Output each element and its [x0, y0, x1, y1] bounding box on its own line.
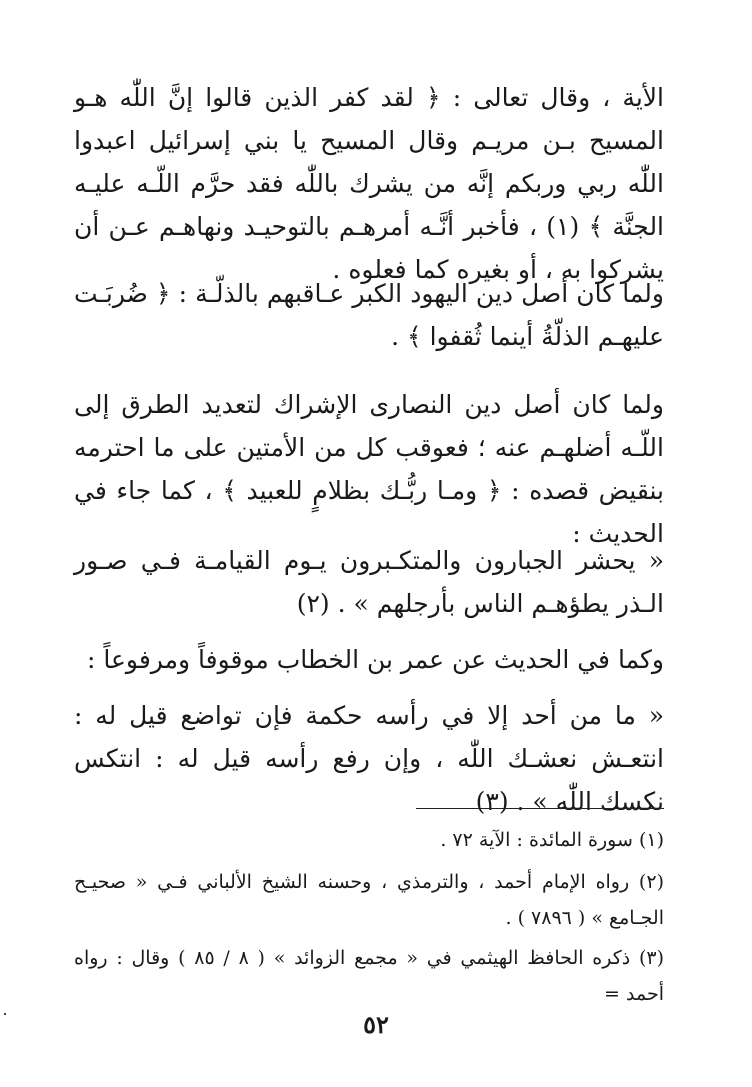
hadith-quote-1: « يحشر الجبارون والمتكـبرون يـوم القيامـة فـي صـور الـذر يطؤهـم الناس بأرجلهم » . (٢) — [74, 546, 664, 618]
footnote-2: (٢) رواه الإمام أحمد ، والترمذي ، وحسنه الشيخ الألباني فـي « صحيـح الجـامع » ( ٧٨٩٦ ) . — [74, 871, 664, 929]
hadith-quote-2: « ما من أحد إلا في رأسه حكمة فإن تواضع قيل له : انتعـش نعشـك اللّٰه ، وإن رفع رأسه قيل له : انتكس نكسك اللّٰه » . (٣) — [74, 701, 664, 816]
footnote-3: (٣) ذكره الحافظ الهيثمي في « مجمع الزوائد » ( ٨ / ٨٥ ) وقال : رواه أحمد = — [74, 947, 664, 1005]
body-paragraph-4: وكما في الحديث عن عمر بن الخطاب موقوفاً ومرفوعاً : — [87, 645, 664, 674]
body-paragraph-3: ولما كان أصل دين النصارى الإشراك لتعديد الطرق إلى اللّـه أضلهـم عنه ؛ فعوقب كل من الأمتين على ما احترمه بنقيض قصده : ﴿ ومـا ربُّـك بظلامٍ للعبيد ﴾ ، كما جاء في الحديث : — [74, 390, 664, 548]
footnote-1: (١) سورة المائدة : الآية ٧٢ . — [440, 829, 664, 851]
body-paragraph-2: ولما كان أصل دين اليهود الكبر عـاقبهم بالذلّـة : ﴿ ضُربَـت عليهـم الذلّةُ أينما ثُقفوا ﴾ . — [74, 279, 664, 351]
page-number: ٥٢ — [363, 1010, 389, 1039]
footnote-divider — [416, 808, 664, 809]
scan-speck — [4, 1013, 6, 1015]
body-paragraph-1: الأية ، وقال تعالى : ﴿ لقد كفر الذين قالوا إنَّ اللّٰه هـو المسيح بـن مريـم وقال المسيح يا بني إسرائيل اعبدوا اللّٰه ربي وربكم إنَّه من يشرك باللّٰه فقد حرَّم اللّـه عليـه الجنَّة ﴾ (١) ، فأخبر أنَّـه أمرهـم بالتوحيـد ونهاهـم عـن أن يشركوا به ، أو بغيره كما فعلوه . — [74, 83, 665, 284]
